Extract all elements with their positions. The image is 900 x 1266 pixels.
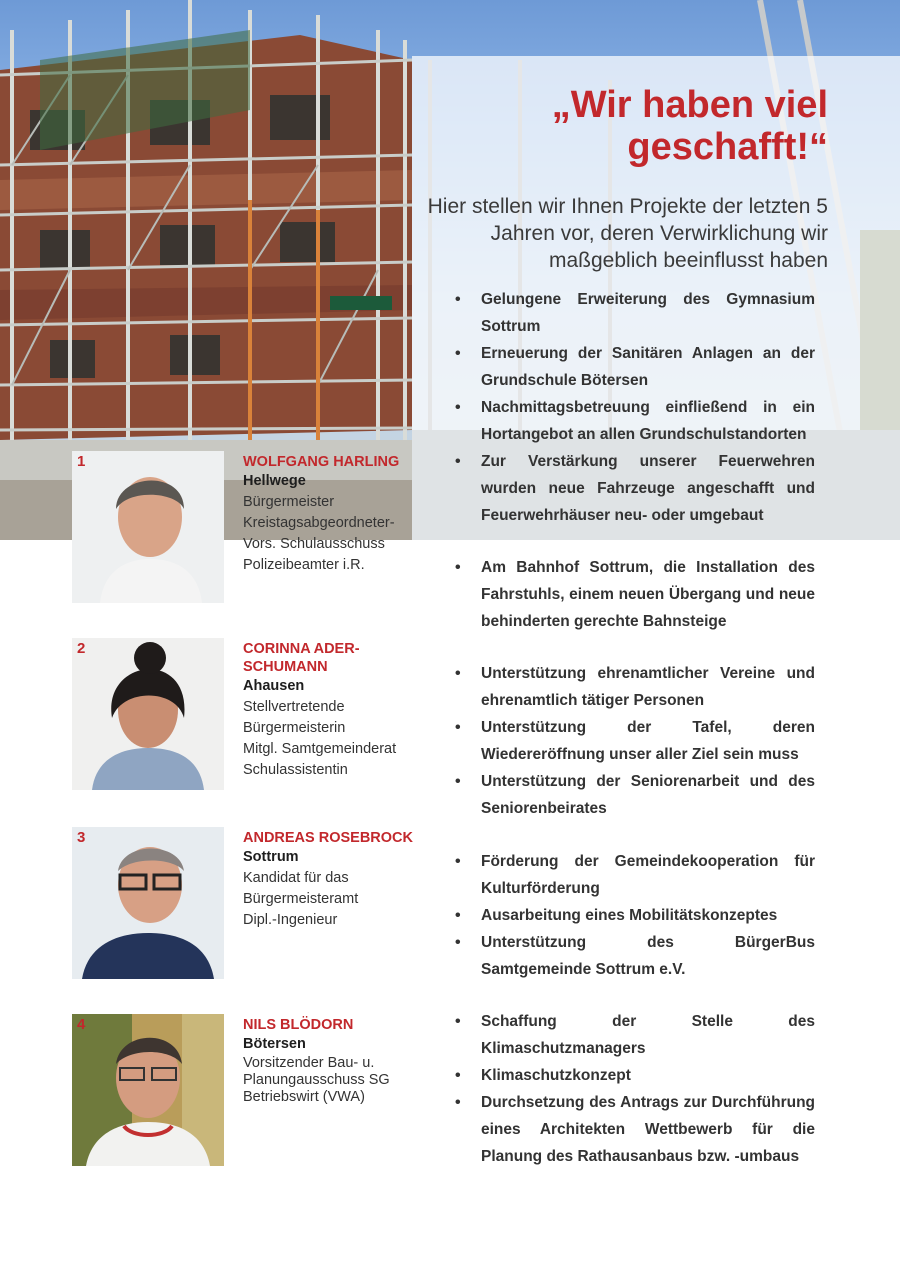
page-title: „Wir haben viel geschafft!“ bbox=[551, 84, 828, 168]
candidate-role: Dipl.-Ingenieur bbox=[243, 912, 338, 928]
bullet-group-station bbox=[455, 554, 815, 635]
bullet-item: • Förderung der Gemeindekooperation für Kulturförderung bbox=[455, 848, 815, 902]
bullet-item: • Nachmittagsbetreuung einfließend in ein Hortangebot an allen Grundschulstandorten bbox=[455, 394, 815, 448]
candidate-role: Betriebswirt (VWA) bbox=[243, 1089, 365, 1105]
bullet-item: • Unterstützung der Seniorenarbeit und des Seniorenbeirates bbox=[455, 768, 815, 822]
candidate-role: Kreistagsabgeordneter- bbox=[243, 515, 395, 531]
candidate-info bbox=[243, 453, 428, 576]
bullet-group-mobility bbox=[455, 848, 815, 983]
candidate-info bbox=[243, 640, 428, 781]
candidate-role: Bürgermeisterin bbox=[243, 720, 346, 736]
candidate-photo bbox=[72, 1014, 224, 1166]
candidate-role: Stellvertretende bbox=[243, 699, 345, 715]
candidate-photo bbox=[72, 451, 224, 603]
candidate-name: NILS BLÖDORN bbox=[243, 1017, 354, 1033]
candidate-photo bbox=[72, 827, 224, 979]
candidate-role: Mitgl. Samtgemeinderat bbox=[243, 741, 397, 757]
candidate-name: WOLFGANG HARLING bbox=[243, 454, 400, 470]
candidate-number: 1 bbox=[77, 453, 86, 470]
candidate-place: Ahausen bbox=[243, 678, 305, 694]
bullet-item: • Schaffung der Stelle des Klimaschutzmanagers bbox=[455, 1008, 815, 1062]
candidate-role: Vorsitzender Bau- u. bbox=[243, 1055, 375, 1071]
candidate-role: Bürgermeisteramt bbox=[243, 891, 359, 907]
bullet-item: • Gelungene Erweiterung des Gymnasium Sottrum bbox=[455, 286, 815, 340]
candidate-info bbox=[243, 1016, 428, 1106]
candidate-role: Planungausschuss SG bbox=[243, 1072, 390, 1088]
bullet-item: • Klimaschutzkonzept bbox=[455, 1062, 815, 1089]
bullet-item: • Am Bahnhof Sottrum, die Installation des Fahrstuhls, einem neuen Übergang und neue behinderten gerechte Bahnsteige bbox=[455, 554, 815, 635]
candidate-number: 3 bbox=[77, 829, 86, 846]
bullet-item: • Unterstützung ehrenamtlicher Vereine und ehrenamtlich tätiger Personen bbox=[455, 660, 815, 714]
bullet-group-climate bbox=[455, 1008, 815, 1089]
page-subtitle: Hier stellen wir Ihnen Projekte der letzten 5 Jahren vor, deren Verwirklichung wir maßgeblich beeinflusst haben bbox=[427, 195, 828, 272]
candidate-place: Hellwege bbox=[243, 473, 306, 489]
candidate-role: Bürgermeister bbox=[243, 494, 335, 510]
candidate-info bbox=[243, 829, 428, 931]
bullet-item: • Unterstützung des BürgerBus Samtgemeinde Sottrum e.V. bbox=[455, 929, 815, 983]
bullet-group-volunteers bbox=[455, 660, 815, 822]
candidate-role: Schulassistentin bbox=[243, 762, 348, 778]
bullet-item: • Erneuerung der Sanitären Anlagen an der Grundschule Bötersen bbox=[455, 340, 815, 394]
candidate-photo bbox=[72, 638, 224, 790]
candidate-number: 2 bbox=[77, 640, 86, 657]
bullet-item: • Ausarbeitung eines Mobilitätskonzeptes bbox=[455, 902, 815, 929]
bullet-item: • Durchsetzung des Antrags zur Durchführung eines Architekten Wettbewerb für die Planung des Rathausanbaus bzw. -umbaus bbox=[455, 1089, 815, 1170]
candidate-place: Sottrum bbox=[243, 849, 299, 865]
bullet-group-townhall bbox=[455, 1089, 815, 1170]
bullet-item: • Unterstützung der Tafel, deren Wiedereröffnung unser aller Ziel sein muss bbox=[455, 714, 815, 768]
candidate-name: ANDREAS ROSEBROCK bbox=[243, 830, 413, 846]
candidate-name: CORINNA ADER-SCHUMANN bbox=[243, 641, 360, 675]
candidate-number: 4 bbox=[77, 1016, 86, 1033]
bullet-item: • Zur Verstärkung unserer Feuerwehren wurden neue Fahrzeuge angeschafft und Feuerwehrhäuser neu- oder umgebaut bbox=[455, 448, 815, 529]
candidate-place: Bötersen bbox=[243, 1036, 306, 1052]
candidate-role: Kandidat für das bbox=[243, 870, 349, 886]
candidate-role: Polizeibeamter i.R. bbox=[243, 557, 365, 573]
candidate-role: Vors. Schulausschuss bbox=[243, 536, 385, 552]
